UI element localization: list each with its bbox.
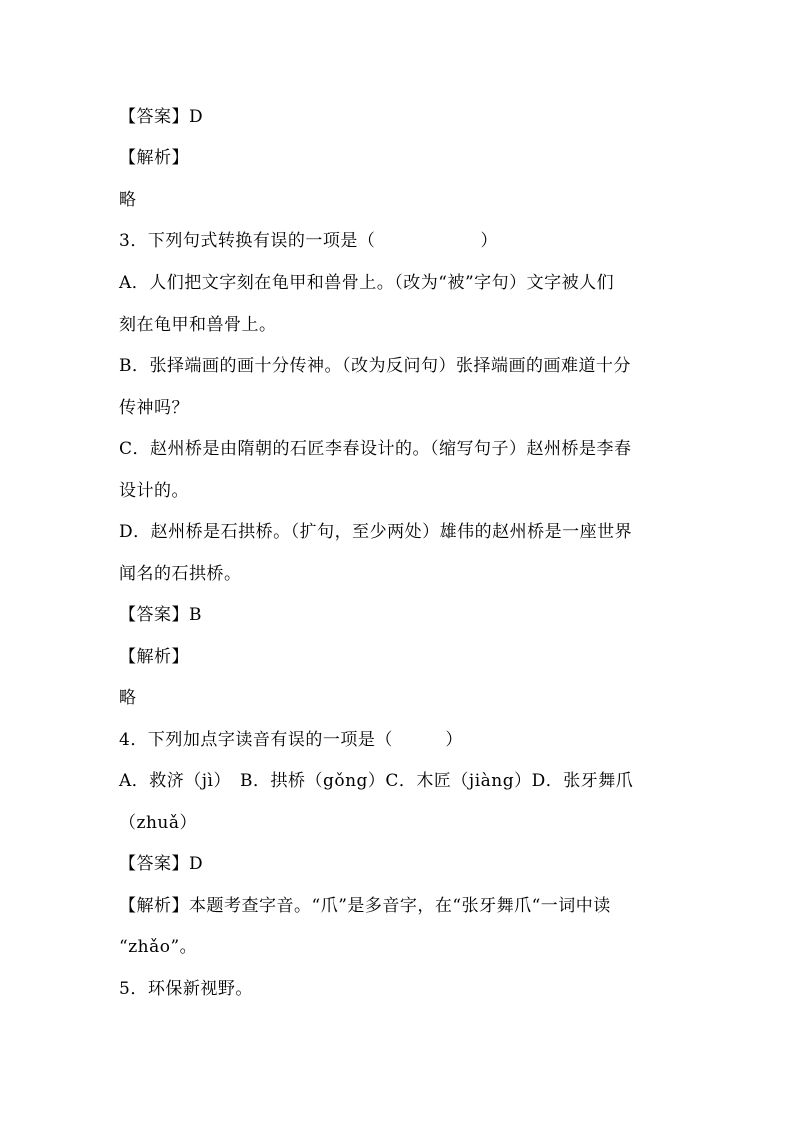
question-4-stem: 4．下列加点字读音有误的一项是（ ） (119, 730, 463, 750)
analysis-label-q3: 【解析】 (119, 647, 189, 667)
answer-label-q3: 【答案】B (119, 605, 202, 625)
question-3-option-c-line2: 设计的。 (119, 481, 189, 501)
analysis-text-q4-line1: 【解析】本题考查字音。“爪”是多音字，在“张牙舞爪“一词中读 (119, 896, 611, 916)
analysis-text-q4-line2: “zhǎo”。 (119, 937, 198, 957)
question-3-option-c-line1: C．赵州桥是由隋朝的石匠李春设计的。（缩写句子）赵州桥是李春 (119, 439, 632, 459)
question-4-options-line1: A．救济（jì） B．拱桥（gǒng）C．木匠（jiàng）D．张牙舞爪 (119, 771, 634, 791)
question-4-options-line2: （zhuǎ） (119, 813, 197, 833)
answer-label-q4: 【答案】D (119, 854, 204, 874)
analysis-label-q2: 【解析】 (119, 148, 189, 168)
question-5-stem: 5．环保新视野。 (119, 979, 253, 999)
question-3-option-b-line2: 传神吗？ (119, 398, 189, 418)
question-3-stem: 3．下列句式转换有误的一项是（ ） (119, 231, 498, 251)
analysis-text-q2: 略 (119, 190, 137, 210)
question-3-option-a-line2: 刻在龟甲和兽骨上。 (119, 315, 277, 335)
question-3-option-d-line1: D．赵州桥是石拱桥。（扩句，至少两处）雄伟的赵州桥是一座世界 (119, 522, 633, 542)
question-3-option-d-line2: 闻名的石拱桥。 (119, 564, 242, 584)
answer-label-q2: 【答案】D (119, 107, 204, 127)
question-3-option-a-line1: A．人们把文字刻在龟甲和兽骨上。（改为“被”字句）文字被人们 (119, 273, 615, 293)
analysis-text-q3: 略 (119, 688, 137, 708)
question-3-option-b-line1: B．张择端画的画十分传神。（改为反问句）张择端画的画难道十分 (119, 356, 631, 376)
